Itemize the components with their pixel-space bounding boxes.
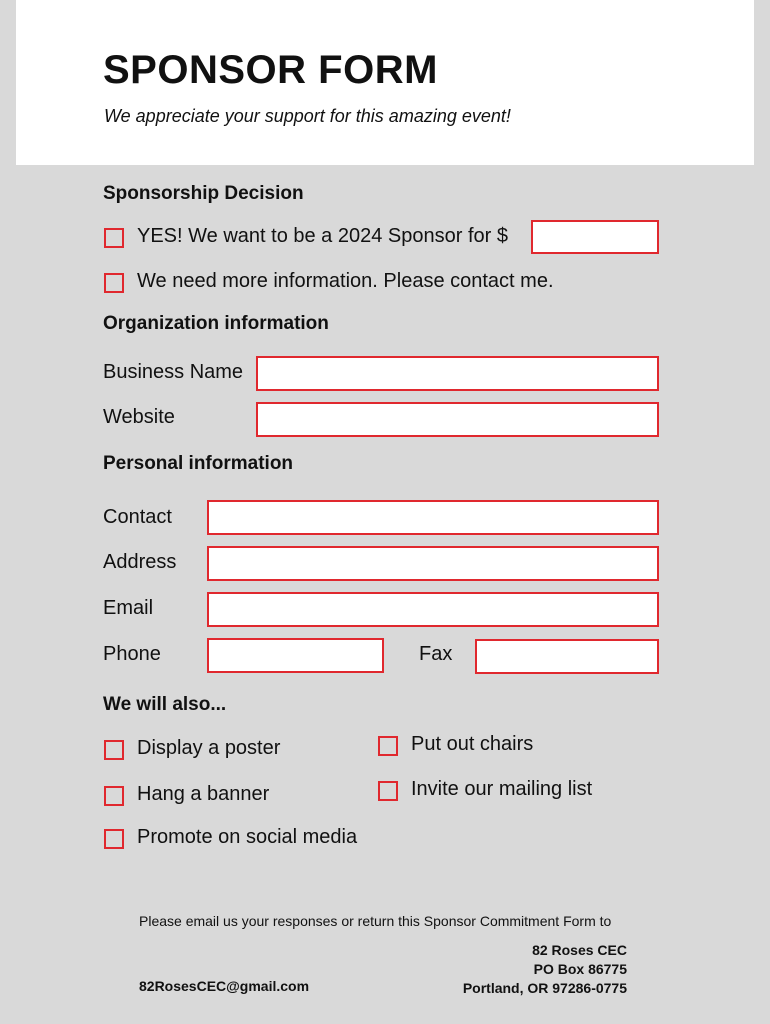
business-name-label: Business Name — [103, 361, 244, 383]
promote-social-checkbox[interactable] — [104, 829, 124, 849]
contact-label: Contact — [103, 506, 172, 528]
put-out-chairs-checkbox[interactable] — [378, 736, 398, 756]
put-out-chairs-label: Put out chairs — [411, 733, 534, 755]
footer-email: 82RosesCEC@gmail.com — [139, 978, 310, 994]
display-poster-label: Display a poster — [137, 737, 281, 759]
hang-banner-checkbox[interactable] — [104, 786, 124, 806]
more-info-checkbox[interactable] — [104, 273, 124, 293]
website-field[interactable] — [256, 402, 659, 437]
footer-instructions: Please email us your responses or return this Sponsor Commitment Form to — [139, 913, 612, 929]
display-poster-checkbox[interactable] — [104, 740, 124, 760]
hang-banner-label: Hang a banner — [137, 783, 270, 805]
section-heading-personal: Personal information — [103, 453, 294, 474]
page-subtitle: We appreciate your support for this amazing event! — [104, 106, 511, 126]
contact-field[interactable] — [207, 500, 659, 535]
invite-mailing-list-label: Invite our mailing list — [411, 778, 593, 800]
email-label: Email — [103, 597, 154, 619]
page-title: SPONSOR FORM — [103, 48, 438, 92]
form-header — [16, 0, 754, 165]
yes-sponsor-label: YES! We want to be a 2024 Sponsor for $ — [137, 225, 508, 247]
footer-po-box: PO Box 86775 — [533, 961, 627, 977]
invite-mailing-list-checkbox[interactable] — [378, 781, 398, 801]
phone-label: Phone — [103, 643, 161, 665]
yes-sponsor-checkbox[interactable] — [104, 228, 124, 248]
promote-social-label: Promote on social media — [137, 826, 358, 848]
fax-field[interactable] — [475, 639, 659, 674]
footer-org-name: 82 Roses CEC — [532, 942, 627, 958]
phone-field[interactable] — [207, 638, 384, 673]
more-info-label: We need more information. Please contact me. — [137, 270, 554, 292]
fax-label: Fax — [419, 643, 453, 665]
address-field[interactable] — [207, 546, 659, 581]
business-name-field[interactable] — [256, 356, 659, 391]
footer-city: Portland, OR 97286-0775 — [462, 980, 627, 996]
website-label: Website — [103, 406, 175, 428]
section-heading-also: We will also... — [103, 694, 227, 715]
address-label: Address — [103, 551, 177, 573]
footer-address — [463, 941, 627, 998]
sponsor-amount-field[interactable] — [531, 220, 659, 254]
section-heading-decision: Sponsorship Decision — [103, 183, 304, 204]
email-field[interactable] — [207, 592, 659, 627]
section-heading-organization: Organization information — [103, 313, 329, 334]
